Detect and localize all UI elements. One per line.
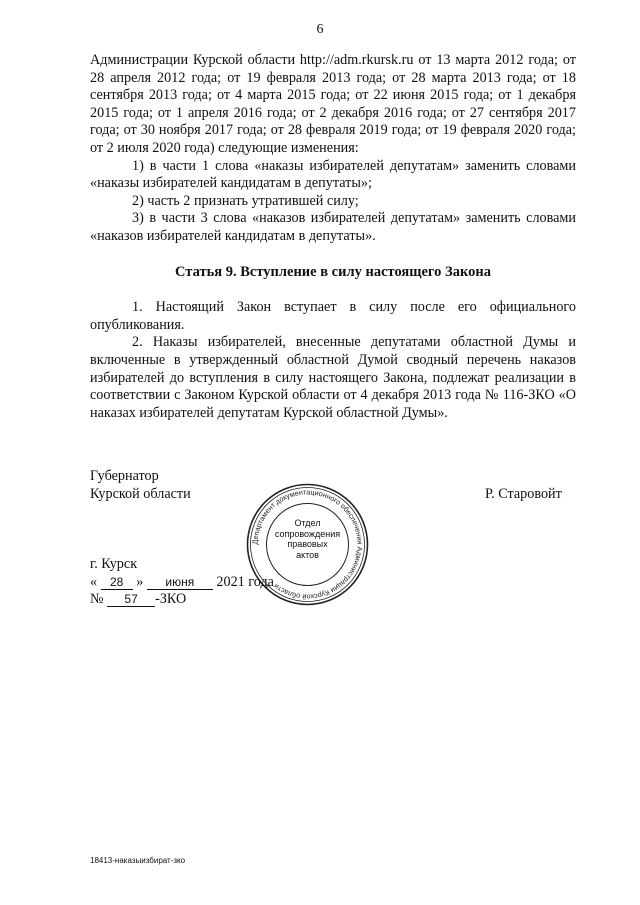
date-day: 28	[101, 575, 133, 590]
signatory-title-line1: Губернатор	[90, 468, 159, 484]
article-9-paragraph-2: 2. Наказы избирателей, внесенные депутатами областной Думы и включенные в утвержденный областной Думой сводный перечень наказов избирателей до вступления в силу настоящего Закона, подлежат реализации в соответствии с Законом Курской области от 4 декабря 2013 года № 116-ЗКО «О наказах избирателей депутатам Курской областной Думы».	[90, 334, 576, 421]
article-9-paragraph-1: 1. Настоящий Закон вступает в силу после его официального опубликования.	[90, 299, 576, 333]
article-9-title: Статья 9. Вступление в силу настоящего Закона	[175, 263, 491, 280]
quote-close: »	[136, 573, 144, 590]
page-number: 6	[316, 22, 324, 37]
date-month: июня	[147, 575, 213, 590]
stamp-center-line1: Отдел	[294, 518, 321, 528]
footer-file-name: 18413-наказыизбират-зко	[90, 856, 186, 865]
stamp-ring-text: Департамент документационного обеспечения Администрации Курской области	[250, 487, 365, 602]
stamp-center-line4: актов	[296, 549, 319, 560]
stamp-center-line2: сопровождения	[274, 528, 341, 539]
amendment-item-1: 1) в части 1 слова «наказы избирателей депутатам» заменить словами «наказы избирателей кандидатам в депутаты»;	[90, 157, 576, 192]
law-number: 57	[107, 592, 155, 607]
document-body	[90, 52, 576, 422]
amendment-item-2: 2) часть 2 признать утратившей силу;	[132, 192, 359, 209]
place-date-block	[90, 556, 274, 609]
amendment-item-3: 3) в части 3 слова «наказов избирателей депутатам» заменить словами «наказов избирателей кандидатам в депутаты».	[90, 210, 576, 244]
signatory-title	[90, 468, 191, 503]
date-year: 2021 года	[216, 573, 274, 590]
date-line	[90, 574, 274, 592]
signatory-title-line2: Курской области	[90, 485, 191, 502]
signatory-name: Р. Старовойт	[485, 486, 562, 502]
quote-open: «	[90, 573, 98, 590]
number-suffix: -ЗКО	[155, 591, 187, 608]
intro-paragraph: Администрации Курской области http://adm.rkursk.ru от 13 марта 2012 года; от 28 апреля 2012 года; от 19 февраля 2013 года; от 28 марта 2013 года; от 18 сентября 2013 года; от 4 марта 2015 года; от 22 июня 2015 года; от 1 декабря 2015 года; от 1 апреля 2016 года; от 2 декабря 2016 года; от 27 сентября 2017 года; от 30 ноября 2017 года; от 28 февраля 2019 года; от 19 февраля 2020 года; от 2 июля 2020 года) следующие изменения:	[90, 52, 576, 156]
stamp-center-line3: правовых	[287, 539, 328, 549]
city: г. Курск	[90, 556, 138, 572]
number-prefix: №	[90, 591, 104, 608]
law-number-line	[90, 591, 274, 609]
